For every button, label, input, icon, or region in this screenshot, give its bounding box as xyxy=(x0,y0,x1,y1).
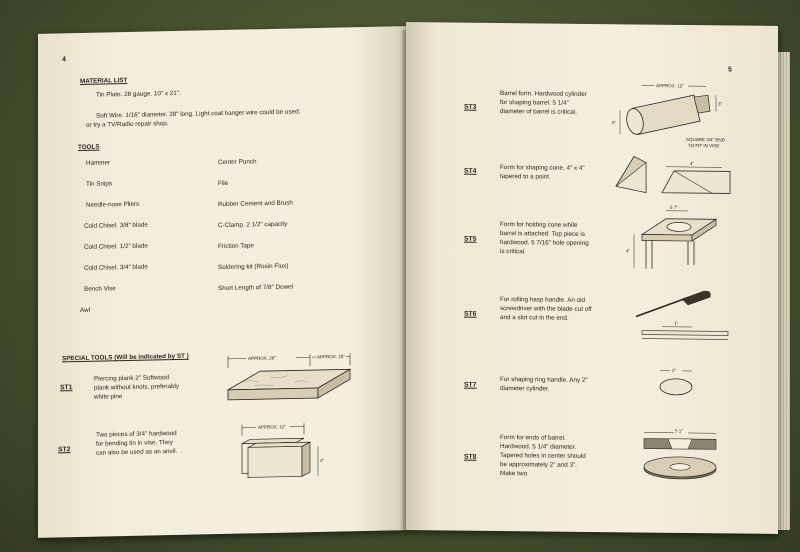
tool-item: Needle-nose Pliers xyxy=(86,200,140,209)
st8-diameter-dim: 5 1" xyxy=(675,428,683,434)
tool-item: C-Clamp. 2 1/2" capacity xyxy=(218,220,288,230)
page-number-right: 5 xyxy=(728,66,732,74)
tool-item: Awl xyxy=(80,306,91,314)
st2-height-dim: 3" xyxy=(320,457,325,463)
tool-item: Hammer xyxy=(86,159,111,167)
page-number-left: 4 xyxy=(62,56,66,64)
tool-item: Cold Chisel. 1/2" blade xyxy=(84,242,148,251)
left-page xyxy=(38,26,406,538)
st6-length-dim: 1" xyxy=(674,320,679,326)
tools-heading: TOOLS xyxy=(78,143,100,152)
material-item: or try a TV/Radio repair shop. xyxy=(86,120,169,129)
tool-item: Center Punch xyxy=(218,158,257,167)
tool-code-st2: ST2 xyxy=(58,446,71,454)
st7-diameter-dim: 2" xyxy=(672,367,677,373)
st4-description: Form for shaping cone. 4" x 4" tapered to a point. xyxy=(500,164,585,181)
st2-description: Two pieces of 3/4" hardwood for bending tin in vise. They can also be used as an anvil. xyxy=(96,429,178,457)
tool-code-st5: ST5 xyxy=(464,235,477,243)
special-tools-heading: SPECIAL TOOLS (Will be indicated by ST ) xyxy=(62,352,189,363)
st5-description: Form for holding cone while barrel is attached. Top piece is hardwood. 5 7/16" hole opening is critical. xyxy=(500,221,589,256)
tool-item: Tin Snips xyxy=(86,180,113,188)
st7-cylinder-drawing xyxy=(652,365,702,402)
st1-width-dim: APPROX. 18" xyxy=(317,353,345,360)
tool-item: Short Length of 7/8" Dowel xyxy=(218,283,294,293)
tool-item: Cold Chisel. 3/4" blade xyxy=(84,263,148,272)
st6-description: For rolling hasp handle. An old screwdriver with the blade cut off and a slot cut in the end. xyxy=(500,296,592,322)
st8-barrel-end-form-drawing xyxy=(638,424,728,489)
st3-description: Barrel form. Hardwood cylinder for shaping barrel. 5 1/4" diameter of barrel is critical. xyxy=(500,90,587,116)
tool-item: Rubber Cement and Brush xyxy=(218,199,293,209)
st5-height-dim: 4" xyxy=(626,248,631,254)
tool-code-st4: ST4 xyxy=(464,167,477,175)
st5-cone-holder-drawing xyxy=(626,204,726,275)
st5-hole-dim: 5 7" xyxy=(670,204,678,210)
st8-description: Form for ends of barrel. Hardwood. 5 1/4" diameter. Tapered holes in center should be approximately 2" and 3". Make two. xyxy=(500,434,586,478)
st2-hardwood-blocks-drawing xyxy=(234,419,344,481)
tool-item: Friction Tape xyxy=(218,242,254,251)
tool-code-st1: ST1 xyxy=(60,384,73,392)
tool-code-st6: ST6 xyxy=(464,310,477,318)
material-list-heading: MATERIAL LIST xyxy=(80,76,128,85)
st3-note-line2: TO FIT IN VISE xyxy=(688,143,720,149)
material-item: Tin Plate. 28 gauge. 10" x 21". xyxy=(96,89,181,99)
st3-end-dim: 3" xyxy=(718,101,723,107)
st7-description: For shaping ring handle. Any 2" diameter cylinder. xyxy=(500,376,588,393)
st3-note-line1: SQUARE 3/4" END xyxy=(686,136,725,143)
tool-code-st7: ST7 xyxy=(464,381,477,389)
st3-length-dim: APPROX. 12" xyxy=(656,83,684,89)
st2-length-dim: APPROX. 12" xyxy=(258,424,286,430)
tool-item: Bench Vise xyxy=(84,285,116,293)
st6-screwdriver-drawing xyxy=(632,286,732,347)
tool-item: File xyxy=(218,179,229,188)
tool-code-st3: ST3 xyxy=(464,103,477,111)
material-item: Soft Wire. 1/16" diameter. 28" long. Light coat hanger wire could be used, xyxy=(96,108,301,120)
st3-diameter-dim: 5" xyxy=(612,120,617,126)
right-page xyxy=(406,22,778,534)
st3-barrel-form-drawing xyxy=(602,80,732,151)
st1-length-dim: APPROX. 28" xyxy=(248,355,276,361)
tool-item: Soldering kit (Rosin Flux) xyxy=(218,262,289,272)
st4-size-dim: 4" xyxy=(690,161,695,167)
tool-code-st8: ST8 xyxy=(464,453,477,461)
st4-cone-form-drawing xyxy=(612,152,732,199)
st1-description: Piercing plank 2" Softwood plank without knots, preferably white pine xyxy=(94,374,180,401)
st1-plank-drawing xyxy=(224,349,364,412)
tool-item: Cold Chisel. 3/8" blade xyxy=(84,221,148,230)
